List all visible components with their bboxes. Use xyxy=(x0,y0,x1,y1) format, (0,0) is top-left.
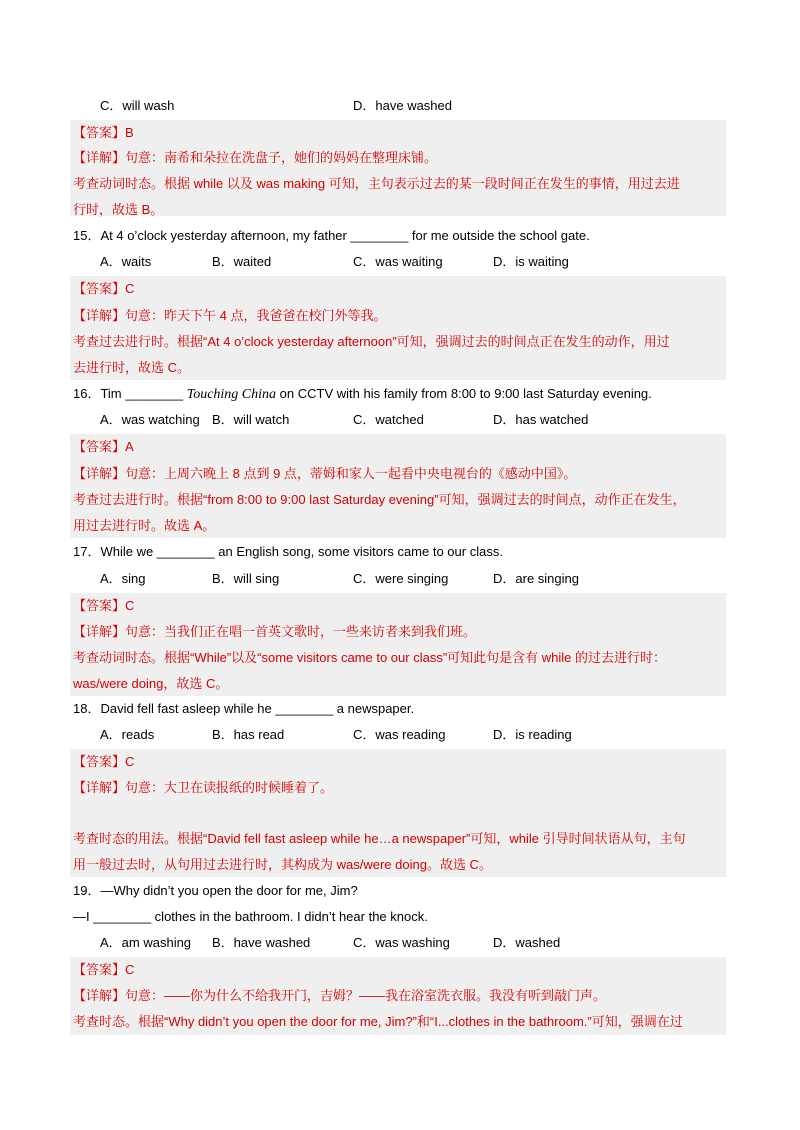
q19-detail-line-2: 考查时态。根据“Why didn’t you open the door for me, Jim?”和“I...clothes in the bathroom.”可知，强调在过 xyxy=(73,1014,683,1029)
q15-detail-line-3: 去进行时，故选 C。 xyxy=(73,360,191,375)
q19-option-c: C．was washing xyxy=(353,935,450,950)
q18-answer-block xyxy=(70,749,726,877)
q16-question xyxy=(73,384,652,405)
q16-question-end: on CCTV with his family from 8:00 to 9:00 last Saturday evening. xyxy=(276,386,652,401)
q14-answer-block xyxy=(70,120,726,216)
q14-option-d: D．have washed xyxy=(353,98,452,113)
q16-option-c: C．watched xyxy=(353,412,424,427)
q16-detail-line-2: 考查过去进行时。根据“from 8:00 to 9:00 last Saturday evening”可知，强调过去的时间点，动作正在发生， xyxy=(73,492,686,507)
q14-detail-line-3: 行时，故选 B。 xyxy=(73,202,164,217)
q16-detail-line-3: 用过去进行时。故选 A。 xyxy=(73,518,216,533)
q17-detail-line-2: 考查动词时态。根据“While”以及“some visitors came to our class”可知此句是含有 while 的过去进行时： xyxy=(73,650,667,665)
q15-option-b: B．waited xyxy=(212,254,272,269)
q16-answer: 【答案】A xyxy=(73,439,134,454)
q16-program-title: Touching China xyxy=(186,387,277,402)
q19-detail-line-1: 【详解】句意：——你为什么不给我开门，吉姆？——我在浴室洗衣服。我没有听到敲门声。 xyxy=(73,988,607,1003)
q18-option-a: A．reads xyxy=(100,727,155,742)
q18-option-b: B．has read xyxy=(212,727,285,742)
q15-answer-block xyxy=(70,276,726,380)
q18-option-c: C．was reading xyxy=(353,727,446,742)
q18-question: 18．David fell fast asleep while he ________ a newspaper. xyxy=(73,701,415,716)
q15-option-c: C．was waiting xyxy=(353,254,443,269)
q19-option-b: B．have washed xyxy=(212,935,311,950)
q14-detail-line-1: 【详解】句意：南希和朵拉在洗盘子，她们的妈妈在整理床铺。 xyxy=(73,150,438,165)
q19-option-d: D．washed xyxy=(493,935,561,950)
q17-option-d: D．are singing xyxy=(493,571,579,586)
q18-option-d: D．is reading xyxy=(493,727,572,742)
q16-detail-line-1: 【详解】句意：上周六晚上 8 点到 9 点，蒂姆和家人一起看中央电视台的《感动中国》。 xyxy=(73,466,577,481)
q18-detail-line-3: 用一般过去时，从句用过去进行时，其构成为 was/were doing。故选 C。 xyxy=(73,857,492,872)
q15-detail-line-1: 【详解】句意：昨天下午 4 点，我爸爸在校门外等我。 xyxy=(73,308,387,323)
q19-question-line-2: —I ________ clothes in the bathroom. I didn’t hear the knock. xyxy=(73,909,428,924)
q15-option-d: D．is waiting xyxy=(493,254,569,269)
q17-detail-line-1: 【详解】句意：当我们正在唱一首英文歌时，一些来访者来到我们班。 xyxy=(73,624,477,639)
q18-detail-line-2: 考查时态的用法。根据“David fell fast asleep while he…a newspaper”可知，while 引导时间状语从句，主句 xyxy=(73,831,686,846)
q18-detail-line-1: 【详解】句意：大卫在读报纸的时候睡着了。 xyxy=(73,780,334,795)
q17-question: 17．While we ________ an English song, some visitors came to our class. xyxy=(73,544,503,559)
q15-option-a: A．waits xyxy=(100,254,152,269)
q16-option-d: D．has watched xyxy=(493,412,589,427)
q17-answer-block xyxy=(70,593,726,696)
q17-answer: 【答案】C xyxy=(73,598,135,613)
q19-answer-block xyxy=(70,957,726,1035)
q16-option-a: A．was watching xyxy=(100,412,200,427)
q17-option-a: A．sing xyxy=(100,571,146,586)
q19-question-line-1: 19．—Why didn’t you open the door for me, Jim? xyxy=(73,883,358,898)
q14-detail-line-2: 考查动词时态。根据 while 以及 was making 可知，主句表示过去的某一段时间正在发生的事情，用过去进 xyxy=(73,176,680,191)
q15-answer: 【答案】C xyxy=(73,281,135,296)
q17-option-c: C．were singing xyxy=(353,571,449,586)
q15-detail-line-2: 考查过去进行时。根据“At 4 o’clock yesterday afternoon”可知，强调过去的时间点正在发生的动作，用过 xyxy=(73,334,670,349)
q18-answer: 【答案】C xyxy=(73,754,135,769)
q19-option-a: A．am washing xyxy=(100,935,192,950)
q16-question-start: 16．Tim ________ xyxy=(73,386,187,401)
q17-option-b: B．will sing xyxy=(212,571,280,586)
q17-detail-line-3: was/were doing，故选 C。 xyxy=(73,676,229,691)
q14-answer: 【答案】B xyxy=(73,125,134,140)
q16-option-b: B．will watch xyxy=(212,412,290,427)
q14-option-c: C．will wash xyxy=(100,98,175,113)
q15-question: 15．At 4 o’clock yesterday afternoon, my father ________ for me outside the school gate. xyxy=(73,228,590,243)
q19-answer: 【答案】C xyxy=(73,962,135,977)
q16-answer-block xyxy=(70,434,726,538)
